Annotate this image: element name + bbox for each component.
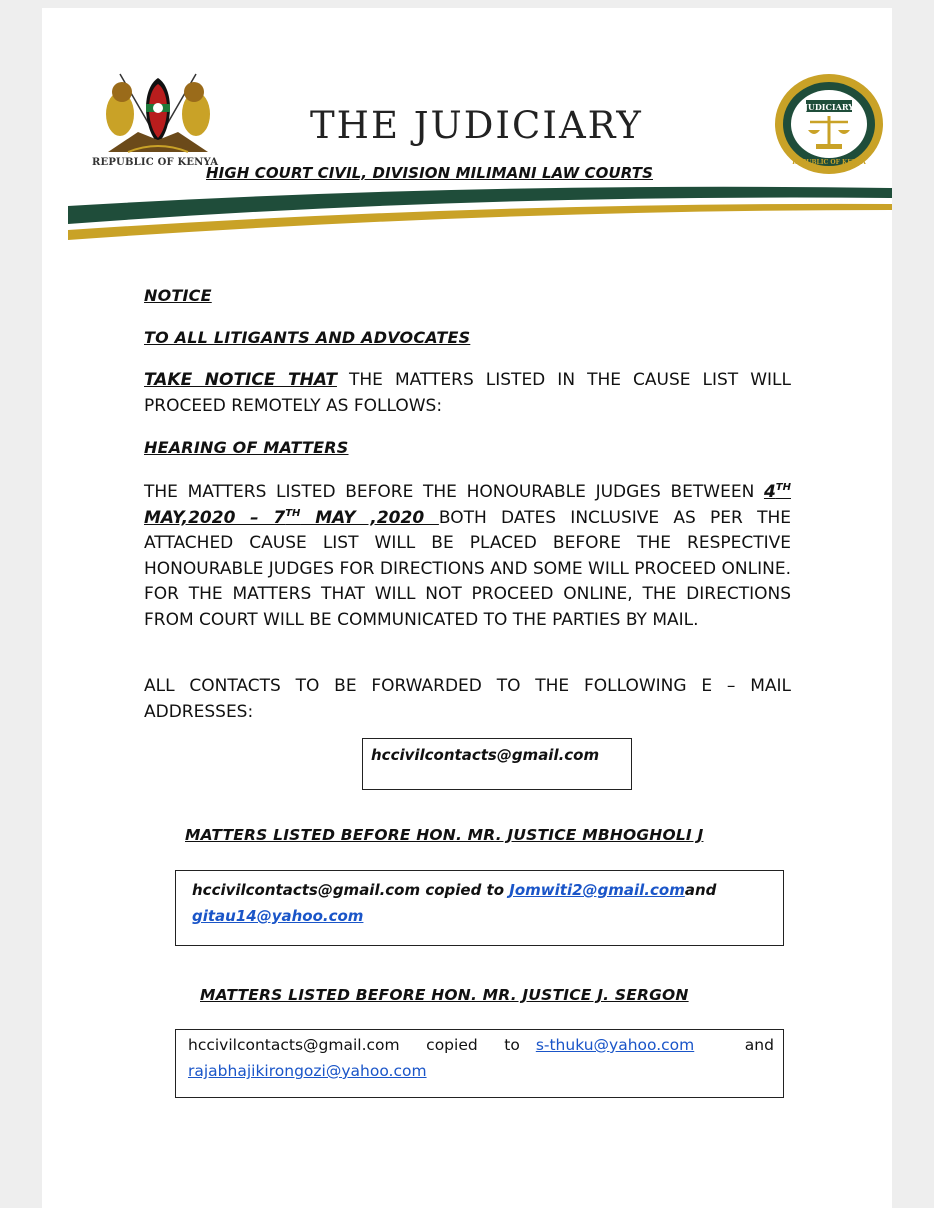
end-date-rest: MAY ,2020 [300,507,439,528]
judge1-cc1-link[interactable]: Jomwiti2@gmail.com [509,881,685,899]
judge2-email-line [188,1032,774,1084]
hearing-paragraph [144,480,791,633]
end-day-suffix: TH [285,507,301,519]
judge1-cc2-link[interactable]: gitau14@yahoo.com [192,907,364,925]
hearing-text-start: THE MATTERS LISTED BEFORE THE HONOURABLE JUDGES BETWEEN [144,482,764,502]
seal-bottom-text: REPUBLIC OF KENYA [792,159,866,166]
notice-heading: NOTICE [144,286,212,305]
hearing-text-end: BOTH DATES INCLUSIVE AS PER THE ATTACHED CAUSE LIST WILL BE PLACED BEFORE THE RESPECTIVE HONOURABLE JUDGES FOR DIRECTIONS AND SOME WILL PROCEED ONLINE. FOR THE MATTERS THAT WILL NOT PROCEED ONLINE, THE DIRECTIONS FROM COURT WILL BE COMMUNICATED TO THE PARTIES BY MAIL. [144,507,791,630]
court-name: HIGH COURT CIVIL, DIVISION MILIMANI LAW COURTS [206,164,653,182]
start-date-rest: MAY,2020 – 7 [144,507,286,528]
judge2-to: to [504,1036,520,1054]
take-notice-lead: TAKE NOTICE THAT [144,370,337,390]
judiciary-seal-logo [772,70,887,178]
start-day: 4 [763,482,776,502]
addressee-heading: TO ALL LITIGANTS AND ADVOCATES [144,328,471,347]
judge2-first-row [188,1032,774,1058]
judge2-and: and [744,1036,774,1054]
coat-of-arms-caption: REPUBLIC OF KENYA [92,157,219,168]
document-page [42,8,892,1208]
judge2-heading: MATTERS LISTED BEFORE HON. MR. JUSTICE J. SERGON [200,986,689,1004]
judiciary-title: THE JUDICIARY [310,104,643,147]
header-swoosh-band [68,184,892,250]
hearing-heading: HEARING OF MATTERS [144,438,349,457]
judge1-copied-to: copied to [420,881,510,899]
start-day-suffix: TH [775,482,791,493]
judge2-cc2-link[interactable]: rajabhajikirongozi@yahoo.com [188,1062,427,1080]
judge1-email-line [192,877,778,929]
judge1-email-box [175,870,784,946]
judge1-email[interactable]: hccivilcontacts@gmail.com [192,881,421,899]
main-email-box [362,738,632,790]
judge1-heading: MATTERS LISTED BEFORE HON. MR. JUSTICE MBHOGHOLI J [185,826,704,844]
take-notice-paragraph [144,368,791,419]
judge2-cc1-link[interactable]: s-thuku@yahoo.com [535,1036,695,1054]
contacts-paragraph: ALL CONTACTS TO BE FORWARDED TO THE FOLLOWING E – MAIL ADDRESSES: [144,676,791,722]
main-email[interactable]: hccivilcontacts@gmail.com [371,746,600,764]
judge2-to-with-link [504,1032,718,1058]
judge2-email-box [175,1029,784,1098]
take-notice-text: THE MATTERS LISTED IN THE CAUSE LIST WILL PROCEED REMOTELY AS FOLLOWS: [144,370,791,416]
seal-top-text: JUDICIARY [804,102,854,112]
judge2-email[interactable]: hccivilcontacts@gmail.com [188,1036,400,1054]
judge2-copied: copied [426,1036,478,1054]
judge1-and: and [684,881,717,899]
